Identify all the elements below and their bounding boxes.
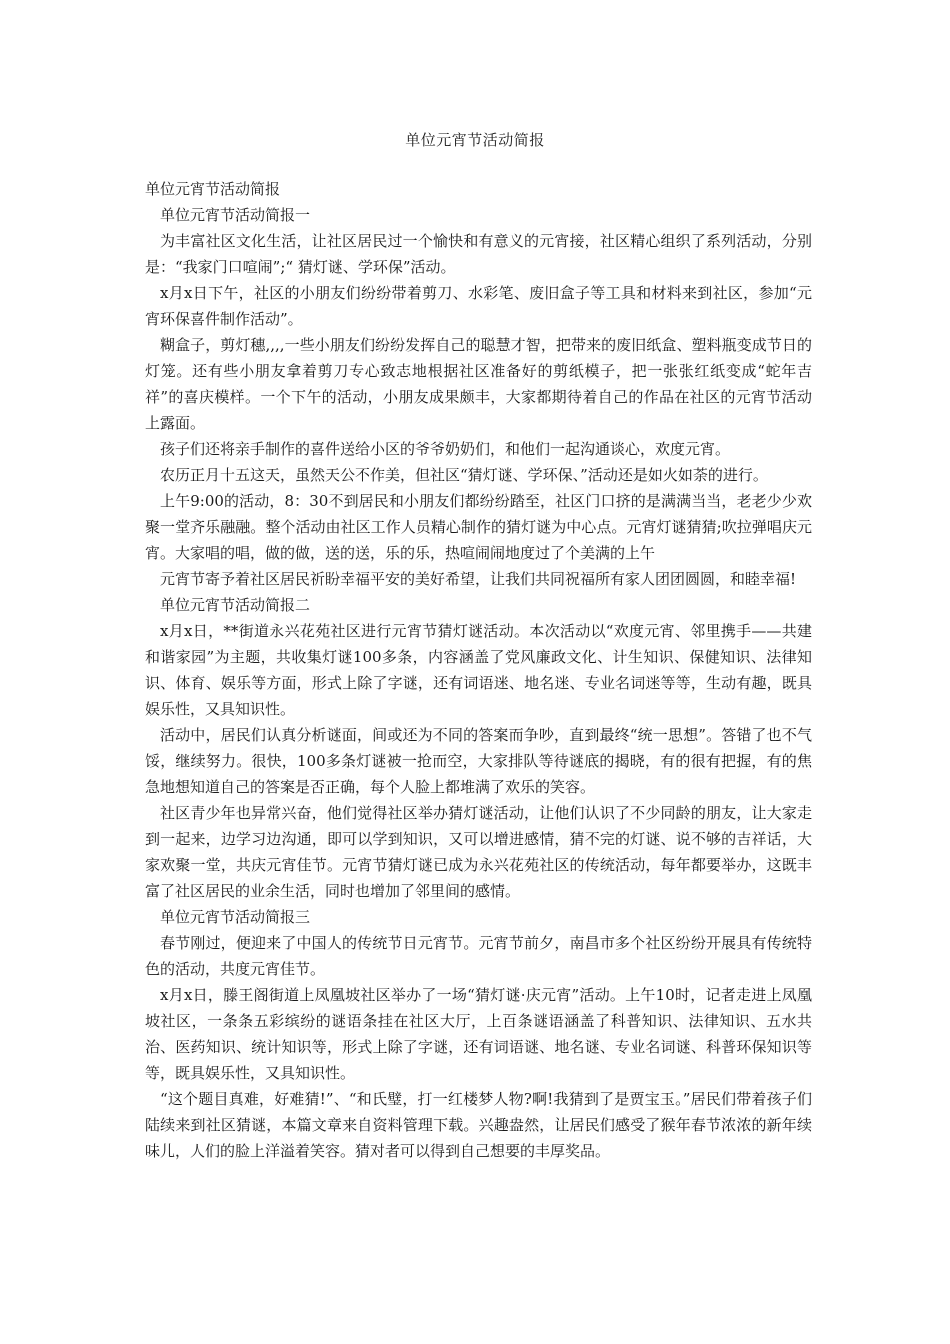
paragraph: 单位元宵节活动简报一 (160, 206, 311, 224)
paragraph: x月x日，滕王阁街道上凤凰坡社区举办了一场“猜灯谜·庆元宵”活动。上午10时，记者走进上凤凰坡社区，一条条五彩缤纷的谜语条挂在社区大厅，上百条谜语涵盖了科普知识、法律知识、五水共治、医药知识、统计知识等，形式上除了字谜，还有词语谜、地名谜、专业名词谜、科普环保知识等等，既具娱乐性，又具知识性。 (145, 986, 812, 1082)
document-body (145, 176, 812, 1164)
document-title: 单位元宵节活动简报 (405, 131, 545, 149)
paragraph: 单位元宵节活动简报三 (160, 908, 311, 926)
paragraph: 孩子们还将亲手制作的喜件送给小区的爷爷奶奶们，和他们一起沟通谈心，欢度元宵。 (160, 440, 731, 458)
paragraph: 元宵节寄予着社区居民祈盼幸福平安的美好希望，让我们共同祝福所有家人团团圆圆，和睦幸福! (160, 570, 797, 588)
paragraph: 农历正月十五这天，虽然天公不作美，但社区“猜灯谜、学环保、”活动还是如火如荼的进行。 (160, 466, 768, 484)
paragraph: 为丰富社区文化生活，让社区居民过一个愉快和有意义的元宵接，社区精心组织了系列活动，分别是：“我家门口喧闹”;“ 猜灯谜、学环保”活动。 (145, 232, 812, 276)
paragraph: 单位元宵节活动简报二 (160, 596, 311, 614)
paragraph: 春节刚过，便迎来了中国人的传统节日元宵节。元宵节前夕，南昌市多个社区纷纷开展具有传统特色的活动，共度元宵佳节。 (145, 934, 812, 978)
paragraph: x月x日，**街道永兴花苑社区进行元宵节猜灯谜活动。本次活动以“欢度元宵、邻里携手——共建和谐家园”为主题，共收集灯谜100多条，内容涵盖了党风廉政文化、计生知识、保健知识、法律知识、体育、娱乐等方面，形式上除了字谜，还有词语迷、地名迷、专业名词迷等等，生动有趣，既具娱乐性，又具知识性。 (145, 622, 812, 718)
paragraph: x月x日下午，社区的小朋友们纷纷带着剪刀、水彩笔、废旧盒子等工具和材料来到社区，参加“元宵环保喜件制作活动”。 (145, 284, 812, 328)
paragraph: 活动中，居民们认真分析谜面，间或还为不同的答案而争吵，直到最终“统一思想”。答错了也不气馁，继续努力。很快，100多条灯谜被一抢而空，大家排队等待谜底的揭晓，有的很有把握，有的焦急地想知道自己的答案是否正确，每个人脸上都堆满了欢乐的笑容。 (145, 726, 812, 796)
paragraph: 单位元宵节活动简报 (145, 180, 281, 198)
paragraph: 上午9:00的活动，8：30不到居民和小朋友们都纷纷踏至，社区门口挤的是满满当当，老老少少欢聚一堂齐乐融融。整个活动由社区工作人员精心制作的猜灯谜为中心点。元宵灯谜猜猜;吹拉弹唱庆元宵。大家唱的唱，做的做，送的送，乐的乐，热喧闹闹地度过了个美满的上午 (145, 492, 812, 562)
paragraph: “这个题目真难，好难猜!”、“和氏璧，打一红楼梦人物?啊!我猜到了是贾宝玉。”居民们带着孩子们陆续来到社区猜谜，本篇文章来自资料管理下载。兴趣盎然，让居民们感受了猴年春节浓浓的新年续味儿，人们的脸上洋溢着笑容。猜对者可以得到自己想要的丰厚奖品。 (145, 1090, 812, 1160)
paragraph: 社区青少年也异常兴奋，他们觉得社区举办猜灯谜活动，让他们认识了不少同龄的朋友，让大家走到一起来，边学习边沟通，即可以学到知识，又可以增进感情，猜不完的灯谜、说不够的吉祥话，大家欢聚一堂，共庆元宵佳节。元宵节猜灯谜已成为永兴花苑社区的传统活动，每年都要举办，这既丰富了社区居民的业余生活，同时也增加了邻里间的感情。 (145, 804, 812, 900)
paragraph: 糊盒子，剪灯穗,,,,一些小朋友们纷纷发挥自己的聪慧才智，把带来的废旧纸盒、塑料瓶变成节日的灯笼。还有些小朋友拿着剪刀专心致志地根据社区准备好的剪纸模子，把一张张红纸变成“蛇年吉祥”的喜庆模样。一个下午的活动，小朋友成果颇丰，大家都期待着自己的作品在社区的元宵节活动上露面。 (145, 336, 812, 432)
